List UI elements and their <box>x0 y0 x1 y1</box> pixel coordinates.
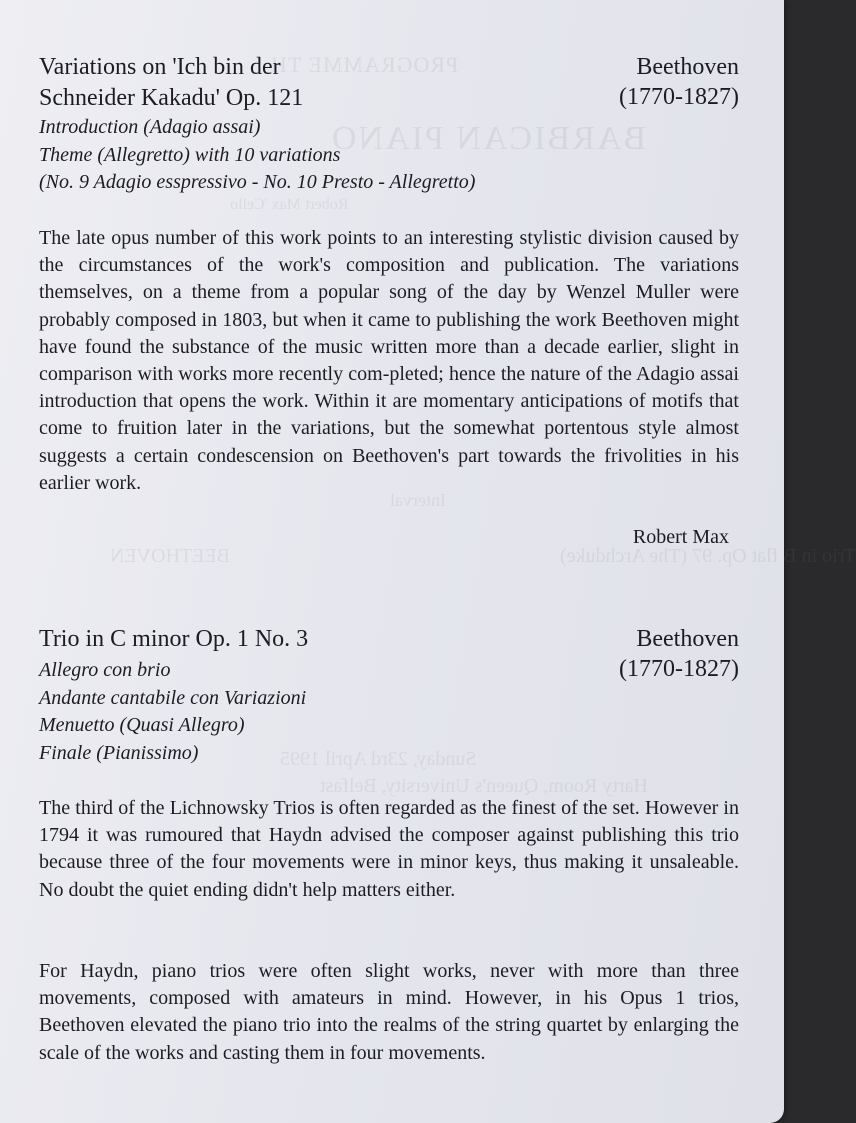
show-through-text: Sunday, 23rd April 1995 <box>280 748 477 770</box>
work-title-line: Variations on 'Ich bin der <box>39 54 281 80</box>
program-note-paragraph: For Haydn, piano trios were often slight works, never with more than three movements, composed with amateurs in mind. However, in his Opus 1 trios, Beethoven elevated the piano trio into the realms of the string quartet by enlarging the scale of the works and casting them in four movements. <box>39 960 739 1064</box>
movement-item: (No. 9 Adagio esspressivo - No. 10 Presto - Allegretto) <box>39 171 476 193</box>
work-header <box>39 52 739 197</box>
movement-item: Finale (Pianissimo) <box>39 741 199 764</box>
show-through-text: BARBICAN PIANO <box>330 120 647 157</box>
composer-block <box>619 624 739 684</box>
movement-item: Allegro con brio <box>39 659 171 681</box>
work-title-line: Trio in C minor Op. 1 No. 3 <box>39 626 309 652</box>
composer-dates: (1770-1827) <box>619 656 739 682</box>
movement-item: Theme (Allegretto) with 10 variations <box>39 143 341 166</box>
work-title-line: Schneider Kakadu' Op. 121 <box>39 85 304 111</box>
work-header <box>39 624 739 767</box>
program-note-paragraph: The late opus number of this work points to an interesting stylistic division caused by the circumstances of the work's composition and publication. The variations themselves, on a theme from a popular song of the day by Wenzel Muller were probably composed in 1803, but when it came to publishing the work Beethoven might have found the substance of the music written more than a decade earlier, slight in comparison with works more recently com-pleted; hence the nature of the Adagio assai introduction that opens the work. Within it are momentary anticipations of motifs that come to fruition later in the variations, but the somewhat portentous style almost suggests a certain condescension on Beethoven's part towards the frivolities in his earlier work. <box>39 227 739 494</box>
movement-item: Andante cantabile con Variazioni <box>39 686 307 709</box>
composer-name: Beethoven <box>636 626 739 652</box>
show-through-text: BEETHOVEN <box>110 545 230 567</box>
composer-dates: (1770-1827) <box>619 84 739 110</box>
show-through-text: Harty Room, Queen's University, Belfast <box>320 775 648 797</box>
composer-block <box>619 52 739 112</box>
show-through-text: PROGRAMME TH <box>270 52 459 77</box>
show-through-text: Robert Max 'Cello <box>230 196 349 213</box>
show-through-text: Trio in B flat Op. 97 (The Archduke) <box>560 545 856 567</box>
movement-list <box>39 114 739 197</box>
movement-item: Menuetto (Quasi Allegro) <box>39 714 245 736</box>
note-author: Robert Max <box>632 526 729 548</box>
composer-name: Beethoven <box>636 54 739 80</box>
program-note-paragraph: The third of the Lichnowsky Trios is often regarded as the finest of the set. However in 1794 it was rumoured that Haydn advised the composer against publishing this trio because three of the four movements were in minor keys, thus making it unsaleable. No doubt the quiet ending didn't help matters either. <box>39 797 739 901</box>
movement-item: Introduction (Adagio assai) <box>39 116 261 138</box>
show-through-text: Interval <box>390 490 446 510</box>
